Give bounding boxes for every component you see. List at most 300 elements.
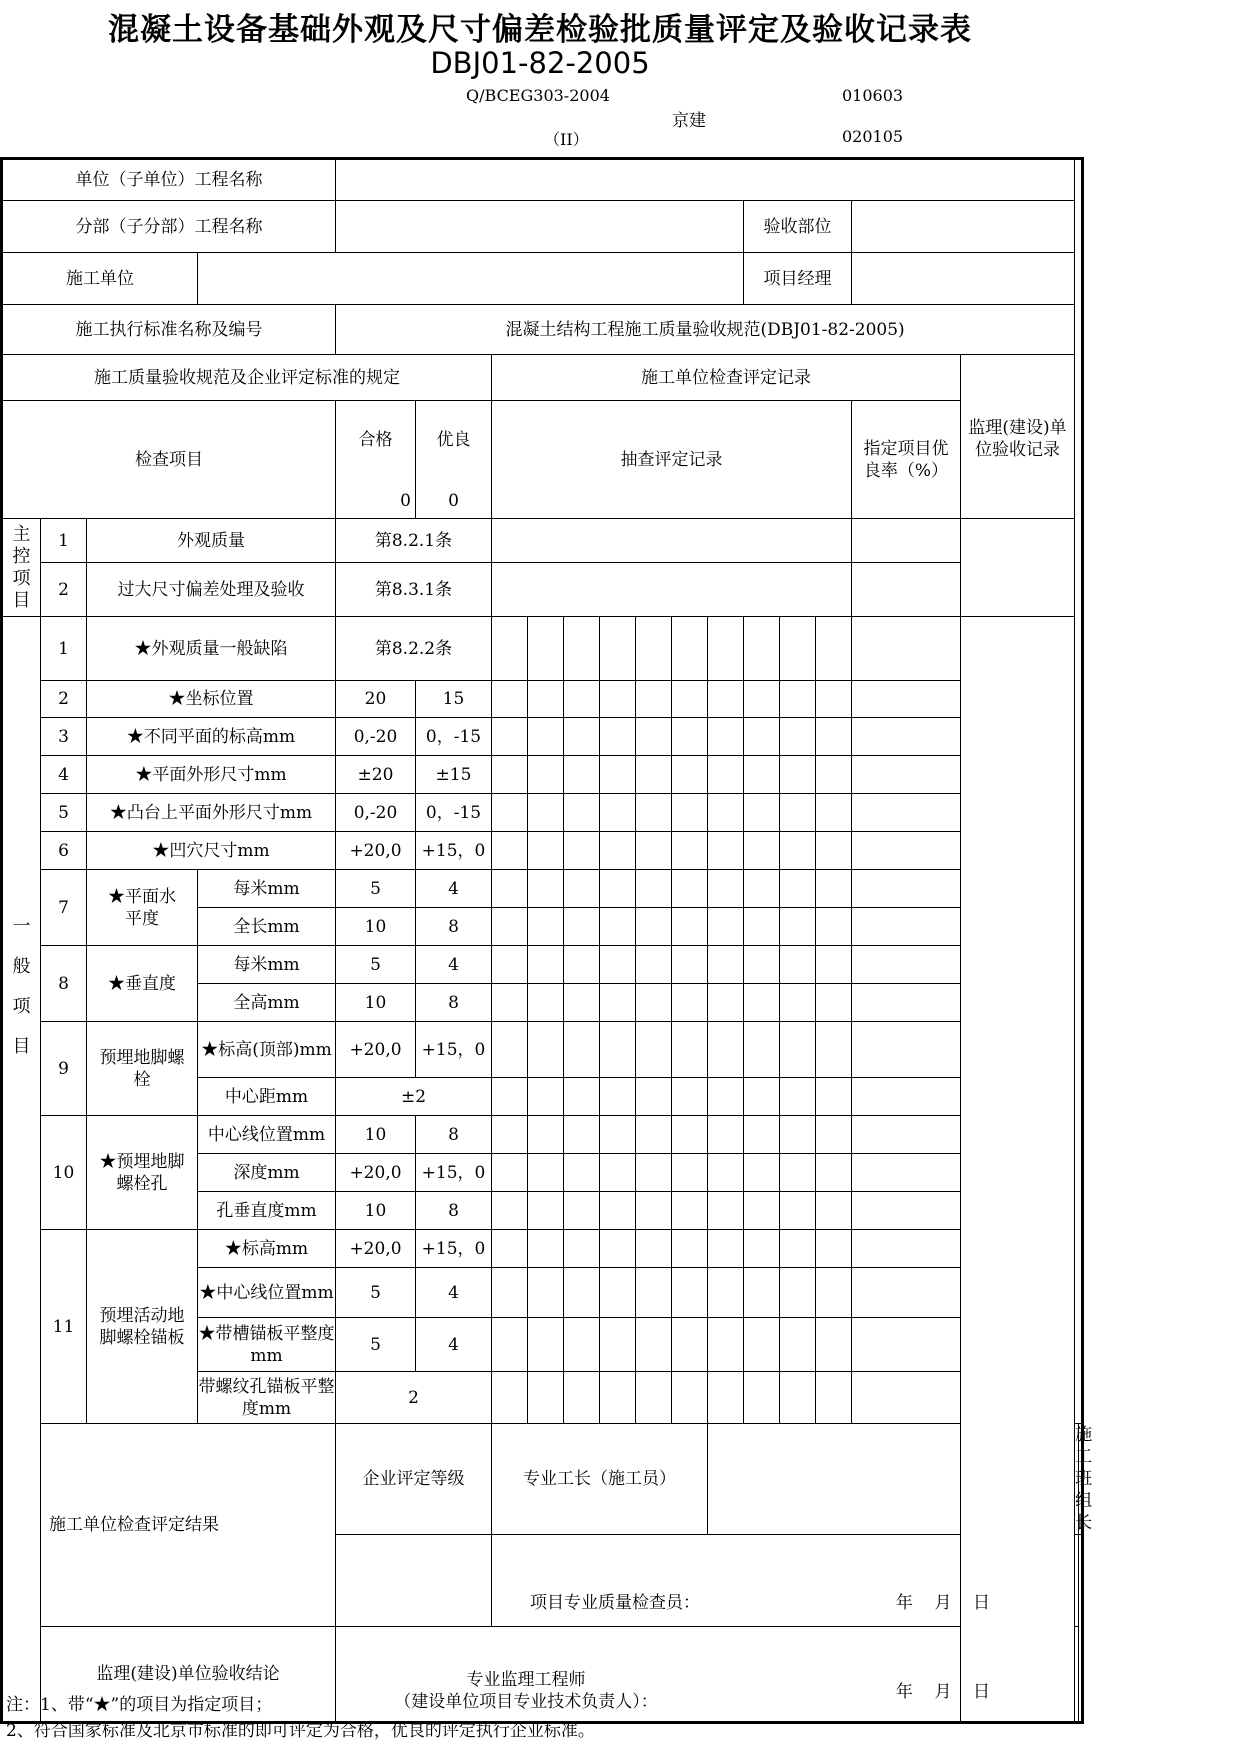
sub-item-name: ★中心线位置mm (198, 1268, 336, 1318)
sample-cell[interactable] (780, 1192, 816, 1230)
sample-cell[interactable] (780, 1154, 816, 1192)
sample-cell[interactable] (600, 1268, 636, 1318)
excellent-value: 0，-15 (416, 718, 492, 756)
qualified-value: +20,0 (336, 832, 416, 870)
sample-cell[interactable] (708, 1078, 744, 1116)
excellent-value: 4 (416, 1318, 492, 1372)
sample-cell[interactable] (636, 756, 672, 794)
sample-cell[interactable] (528, 1022, 564, 1078)
sample-cell[interactable] (528, 908, 564, 946)
sample-cell[interactable] (672, 1022, 708, 1078)
sample-cell[interactable] (708, 1372, 744, 1424)
sample-cell[interactable] (816, 681, 852, 718)
sample-cell[interactable] (492, 1116, 528, 1154)
sampling-header: 抽查评定记录 (492, 401, 852, 519)
sample-cell[interactable] (600, 908, 636, 946)
check-item-header: 检查项目 (2, 401, 336, 519)
sample-cell[interactable] (816, 756, 852, 794)
sample-cell[interactable] (708, 1230, 744, 1268)
date-label: 年 月 日 (895, 1593, 991, 1613)
sample-cell[interactable] (636, 1318, 672, 1372)
main-item-spec: 第8.3.1条 (336, 563, 492, 617)
accept-part-field[interactable] (852, 201, 1075, 253)
sample-cell[interactable] (492, 984, 528, 1022)
sample-cell[interactable] (672, 984, 708, 1022)
qualified-value: 20 (336, 681, 416, 718)
sub-project-label: 分部（子分部）工程名称 (2, 201, 336, 253)
project-manager-label: 项目经理 (744, 253, 852, 305)
sample-cell[interactable] (564, 870, 600, 908)
sample-cell[interactable] (816, 1268, 852, 1318)
sample-cell[interactable] (564, 1022, 600, 1078)
sample-cell[interactable] (816, 1230, 852, 1268)
merged-tolerance: ±2 (336, 1078, 492, 1116)
qualified-value: 0,-20 (336, 718, 416, 756)
sample-cell[interactable] (528, 1116, 564, 1154)
merged-tolerance: 2 (336, 1372, 492, 1424)
general-item-no: 7 (41, 870, 87, 946)
excellent-value: 8 (416, 1116, 492, 1154)
sample-cell[interactable] (564, 617, 600, 681)
sample-cell[interactable] (600, 1318, 636, 1372)
sample-cell[interactable] (744, 1078, 780, 1116)
rate-cell[interactable] (852, 1078, 961, 1116)
sample-cell[interactable] (564, 1078, 600, 1116)
sample-cell[interactable] (672, 1268, 708, 1318)
sample-cell[interactable] (780, 617, 816, 681)
sample-cell[interactable] (564, 908, 600, 946)
sample-cell[interactable] (816, 1154, 852, 1192)
sample-cell[interactable] (816, 718, 852, 756)
sample-cell[interactable] (744, 617, 780, 681)
sample-cell[interactable] (708, 1318, 744, 1372)
sample-cell[interactable] (636, 984, 672, 1022)
sample-cell[interactable] (528, 870, 564, 908)
sample-cell[interactable] (780, 1022, 816, 1078)
general-item-name: 预埋活动地脚螺栓锚板 (87, 1230, 198, 1424)
sample-cell[interactable] (780, 1230, 816, 1268)
excellent-value: 4 (416, 1268, 492, 1318)
sample-cell[interactable] (564, 756, 600, 794)
excellent-value: 8 (416, 984, 492, 1022)
general-item-no: 6 (41, 832, 87, 870)
sample-cell[interactable] (492, 1230, 528, 1268)
sample-cell[interactable] (528, 617, 564, 681)
general-item-name: ★平面水平度 (87, 870, 198, 946)
sample-cell[interactable] (744, 1116, 780, 1154)
sub-item-name: 全高mm (198, 984, 336, 1022)
sample-cell[interactable] (672, 1116, 708, 1154)
sample-cell[interactable] (492, 946, 528, 984)
sample-cell[interactable] (528, 984, 564, 1022)
sub-item-name: ★标高(顶部)mm (198, 1022, 336, 1078)
sub-project-field[interactable] (336, 201, 744, 253)
qualified-value: +20,0 (336, 1154, 416, 1192)
sample-cell[interactable] (780, 718, 816, 756)
standard-code: DBJ01-82-2005 (430, 46, 650, 80)
qualified-value: 5 (336, 946, 416, 984)
sample-cell[interactable] (600, 756, 636, 794)
foreman-field[interactable] (708, 1424, 961, 1535)
general-item-name: ★坐标位置 (87, 681, 336, 718)
sample-cell[interactable] (672, 908, 708, 946)
sample-cell[interactable] (600, 946, 636, 984)
rate-cell[interactable] (852, 832, 961, 870)
sample-cell[interactable] (708, 908, 744, 946)
record-header: 施工单位检查评定记录 (492, 355, 961, 401)
enterprise-grade-field[interactable] (336, 1535, 492, 1627)
rate-cell[interactable] (852, 718, 961, 756)
sample-cell[interactable] (780, 1318, 816, 1372)
sample-cell[interactable] (780, 870, 816, 908)
sample-cell[interactable] (744, 1372, 780, 1424)
sub-item-name: ★带槽锚板平整度mm (198, 1318, 336, 1372)
sample-cell[interactable] (744, 1022, 780, 1078)
sample-cell[interactable] (600, 1192, 636, 1230)
exec-standard-label: 施工执行标准名称及编号 (2, 305, 336, 355)
sample-cell[interactable] (564, 1154, 600, 1192)
sample-cell[interactable] (528, 1192, 564, 1230)
sample-cell[interactable] (744, 1318, 780, 1372)
sample-cell[interactable] (492, 870, 528, 908)
sample-cell[interactable] (528, 1230, 564, 1268)
excellent-value: +15，0 (416, 1022, 492, 1078)
sample-cell[interactable] (564, 1192, 600, 1230)
sample-cell[interactable] (600, 984, 636, 1022)
construction-unit-field[interactable] (198, 253, 744, 305)
sample-cell[interactable] (672, 756, 708, 794)
sample-cell[interactable] (780, 946, 816, 984)
sample-cell[interactable] (492, 617, 528, 681)
sample-cell[interactable] (708, 756, 744, 794)
sample-cell[interactable] (636, 718, 672, 756)
sample-cell[interactable] (744, 1230, 780, 1268)
rate-cell[interactable] (852, 1154, 961, 1192)
qualified-value: 10 (336, 984, 416, 1022)
sample-cell[interactable] (600, 1372, 636, 1424)
rate-cell[interactable] (852, 681, 961, 718)
rate-cell[interactable] (852, 1022, 961, 1078)
sample-cell[interactable] (672, 946, 708, 984)
sample-cell[interactable] (708, 870, 744, 908)
sample-cell[interactable] (672, 832, 708, 870)
inspector-sign-area[interactable] (492, 1535, 1079, 1627)
sample-cell[interactable] (528, 1318, 564, 1372)
sub-item-name: 中心距mm (198, 1078, 336, 1116)
sample-cell[interactable] (708, 1116, 744, 1154)
sample-cell[interactable] (636, 946, 672, 984)
sample-cell[interactable] (600, 832, 636, 870)
enterprise-standard-code: Q/BCEG303-2004 (466, 86, 610, 105)
sample-cell[interactable] (636, 1192, 672, 1230)
sample-cell[interactable] (492, 681, 528, 718)
rate-cell[interactable] (852, 1268, 961, 1318)
engineer-sub-label: （建设单位项目专业技术负责人）： (394, 1692, 658, 1712)
sample-cell[interactable] (744, 794, 780, 832)
sample-cell[interactable] (564, 718, 600, 756)
sample-cell[interactable] (636, 1230, 672, 1268)
sample-cell[interactable] (708, 1154, 744, 1192)
sample-cell[interactable] (636, 1268, 672, 1318)
sample-cell[interactable] (528, 681, 564, 718)
rate-cell[interactable] (852, 984, 961, 1022)
sample-cell[interactable] (816, 1022, 852, 1078)
form-code-2: 020105 (842, 127, 904, 146)
sample-cell[interactable] (708, 984, 744, 1022)
sample-cell[interactable] (492, 1078, 528, 1116)
sample-cell[interactable] (816, 1078, 852, 1116)
inspection-form-table (0, 157, 1093, 1724)
sample-cell[interactable] (780, 984, 816, 1022)
general-item-no: 2 (41, 681, 87, 718)
sample-cell[interactable] (816, 984, 852, 1022)
sample-cell[interactable] (708, 1268, 744, 1318)
sample-cell[interactable] (780, 794, 816, 832)
sample-cell[interactable] (636, 1372, 672, 1424)
sample-cell[interactable] (816, 908, 852, 946)
sample-cell[interactable] (816, 1372, 852, 1424)
sample-cell[interactable] (600, 617, 636, 681)
sample-cell[interactable] (492, 908, 528, 946)
sample-cell[interactable] (492, 1318, 528, 1372)
sample-cell[interactable] (564, 1268, 600, 1318)
jingjian-label: 京建 (672, 111, 706, 131)
sample-cell[interactable] (492, 756, 528, 794)
sample-cell[interactable] (564, 1116, 600, 1154)
volume-label: （II） (544, 130, 589, 149)
rate-cell[interactable] (852, 756, 961, 794)
rate-cell[interactable] (852, 794, 961, 832)
sample-cell[interactable] (600, 1154, 636, 1192)
sample-cell[interactable] (528, 1154, 564, 1192)
sample-cell[interactable] (744, 832, 780, 870)
sample-cell[interactable] (528, 832, 564, 870)
qualified-value: ±20 (336, 756, 416, 794)
qualified-value: 10 (336, 1192, 416, 1230)
sample-cell[interactable] (672, 681, 708, 718)
sample-cell[interactable] (708, 617, 744, 681)
sample-cell[interactable] (528, 1268, 564, 1318)
sample-cell[interactable] (528, 1372, 564, 1424)
sample-cell[interactable] (564, 1230, 600, 1268)
rate-cell[interactable] (852, 1372, 961, 1424)
sample-cell[interactable] (672, 617, 708, 681)
sample-cell[interactable] (672, 718, 708, 756)
sample-cell[interactable] (528, 756, 564, 794)
sample-cell[interactable] (636, 617, 672, 681)
excellent-header (416, 401, 492, 519)
sample-cell[interactable] (600, 681, 636, 718)
sample-cell[interactable] (672, 1230, 708, 1268)
sample-cell[interactable] (780, 1078, 816, 1116)
main-item-name: 过大尺寸偏差处理及验收 (87, 563, 336, 617)
sample-cell[interactable] (816, 1318, 852, 1372)
sample-cell[interactable] (744, 1154, 780, 1192)
qualified-value: +20,0 (336, 1022, 416, 1078)
sample-cell[interactable] (564, 1318, 600, 1372)
sample-cell[interactable] (816, 832, 852, 870)
sample-cell[interactable] (744, 908, 780, 946)
sample-cell[interactable] (528, 718, 564, 756)
main-item-name: 外观质量 (87, 519, 336, 563)
sample-cell[interactable] (672, 870, 708, 908)
qualified-value: 5 (336, 1268, 416, 1318)
sample-cell[interactable] (744, 681, 780, 718)
sample-cell[interactable] (744, 946, 780, 984)
rate-cell[interactable] (852, 1230, 961, 1268)
sample-cell[interactable] (600, 1078, 636, 1116)
sample-cell[interactable] (636, 681, 672, 718)
rate-cell[interactable] (852, 1192, 961, 1230)
sample-cell[interactable] (672, 1318, 708, 1372)
rate-cell[interactable] (852, 1318, 961, 1372)
sample-cell[interactable] (492, 1372, 528, 1424)
excellent-value: 4 (416, 946, 492, 984)
sample-cell[interactable] (564, 681, 600, 718)
sample-cell[interactable] (492, 1022, 528, 1078)
sample-cell[interactable] (780, 908, 816, 946)
excellent-value: 0，-15 (416, 794, 492, 832)
sample-cell[interactable] (744, 1268, 780, 1318)
excellent-value: 15 (416, 681, 492, 718)
rate-cell[interactable] (852, 908, 961, 946)
sample-cell[interactable] (780, 832, 816, 870)
sample-cell[interactable] (816, 617, 852, 681)
unit-project-label: 单位（子单位）工程名称 (2, 159, 336, 201)
sub-item-name: 带螺纹孔锚板平整度mm (198, 1372, 336, 1424)
general-item-no: 4 (41, 756, 87, 794)
sample-cell[interactable] (492, 1192, 528, 1230)
general-item-name: ★平面外形尺寸mm (87, 756, 336, 794)
qualified-value: 10 (336, 908, 416, 946)
sample-cell[interactable] (564, 946, 600, 984)
excellent-value: +15，0 (416, 1230, 492, 1268)
sample-cell[interactable] (528, 794, 564, 832)
sample-cell[interactable] (816, 794, 852, 832)
sample-cell[interactable] (600, 1230, 636, 1268)
rate-cell[interactable] (852, 946, 961, 984)
sample-cell[interactable] (636, 794, 672, 832)
excellent-value: 8 (416, 908, 492, 946)
sample-cell[interactable] (744, 1192, 780, 1230)
general-item-name: ★不同平面的标高mm (87, 718, 336, 756)
sample-cell[interactable] (816, 1192, 852, 1230)
sample-cell[interactable] (708, 794, 744, 832)
sample-cell[interactable] (708, 1022, 744, 1078)
main-item-record[interactable] (492, 519, 852, 563)
excellent-value: 4 (416, 870, 492, 908)
sample-cell[interactable] (672, 1192, 708, 1230)
sample-cell[interactable] (780, 1268, 816, 1318)
main-item-record[interactable] (492, 563, 852, 617)
sample-cell[interactable] (816, 1116, 852, 1154)
sample-cell[interactable] (744, 984, 780, 1022)
sample-cell[interactable] (564, 1372, 600, 1424)
sample-cell[interactable] (492, 832, 528, 870)
sample-cell[interactable] (636, 1022, 672, 1078)
sample-cell[interactable] (780, 756, 816, 794)
sample-cell[interactable] (744, 870, 780, 908)
sample-cell[interactable] (636, 908, 672, 946)
sample-cell[interactable] (636, 1154, 672, 1192)
sample-cell[interactable] (708, 946, 744, 984)
supervision-conclusion-label: 监理(建设)单位验收结论 (41, 1627, 336, 1723)
general-item-spec: 第8.2.2条 (336, 617, 492, 681)
sample-cell[interactable] (780, 1116, 816, 1154)
sample-cell[interactable] (600, 794, 636, 832)
excellent-value: +15，0 (416, 1154, 492, 1192)
result-label: 施工单位检查评定结果 (41, 1424, 336, 1627)
sample-cell[interactable] (816, 946, 852, 984)
sample-cell[interactable] (780, 681, 816, 718)
sample-cell[interactable] (600, 718, 636, 756)
sample-cell[interactable] (564, 794, 600, 832)
sample-cell[interactable] (492, 1268, 528, 1318)
qualified-label: 合格 (358, 430, 393, 450)
main-item-rate[interactable] (852, 563, 961, 617)
sample-cell[interactable] (564, 832, 600, 870)
main-item-no: 2 (41, 563, 87, 617)
sample-cell[interactable] (492, 1154, 528, 1192)
main-item-rate[interactable] (852, 519, 961, 563)
excellent-label: 优良 (436, 430, 471, 450)
sample-cell[interactable] (780, 1372, 816, 1424)
sample-cell[interactable] (708, 681, 744, 718)
sample-cell[interactable] (528, 1078, 564, 1116)
sub-item-name: 中心线位置mm (198, 1116, 336, 1154)
general-section-label: 一般项目 (2, 617, 41, 1723)
sample-cell[interactable] (492, 794, 528, 832)
general-item-no: 5 (41, 794, 87, 832)
general-item-no: 9 (41, 1022, 87, 1116)
unit-project-field[interactable] (336, 159, 1075, 201)
sample-cell[interactable] (600, 1022, 636, 1078)
project-manager-field[interactable] (852, 253, 1075, 305)
sample-cell[interactable] (636, 1116, 672, 1154)
sample-cell[interactable] (600, 1116, 636, 1154)
sample-cell[interactable] (708, 832, 744, 870)
quality-inspector-label: 项目专业质量检查员： (530, 1593, 700, 1613)
sub-item-name: 孔垂直度mm (198, 1192, 336, 1230)
sample-cell[interactable] (708, 718, 744, 756)
sub-item-name: 全长mm (198, 908, 336, 946)
sample-cell[interactable] (636, 832, 672, 870)
sample-cell[interactable] (672, 1078, 708, 1116)
rate-cell[interactable] (852, 870, 961, 908)
rate-cell[interactable] (852, 1116, 961, 1154)
general-item-no: 11 (41, 1230, 87, 1424)
sample-cell[interactable] (744, 756, 780, 794)
general-item-name: ★凸台上平面外形尺寸mm (87, 794, 336, 832)
sample-cell[interactable] (636, 870, 672, 908)
sample-cell[interactable] (492, 718, 528, 756)
sample-cell[interactable] (672, 1154, 708, 1192)
sample-cell[interactable] (708, 1192, 744, 1230)
sample-cell[interactable] (528, 946, 564, 984)
sample-cell[interactable] (600, 870, 636, 908)
rate-cell[interactable] (852, 617, 961, 681)
sample-cell[interactable] (672, 794, 708, 832)
sample-cell[interactable] (564, 984, 600, 1022)
sample-cell[interactable] (816, 870, 852, 908)
sample-cell[interactable] (744, 718, 780, 756)
sample-cell[interactable] (672, 1372, 708, 1424)
team-leader-label: 施工班组长 (1075, 1425, 1093, 1533)
sample-cell[interactable] (636, 1078, 672, 1116)
engineer-label: 专业监理工程师 (466, 1670, 586, 1690)
main-supervision-cell[interactable] (961, 519, 1075, 617)
qualified-value: 10 (336, 1116, 416, 1154)
